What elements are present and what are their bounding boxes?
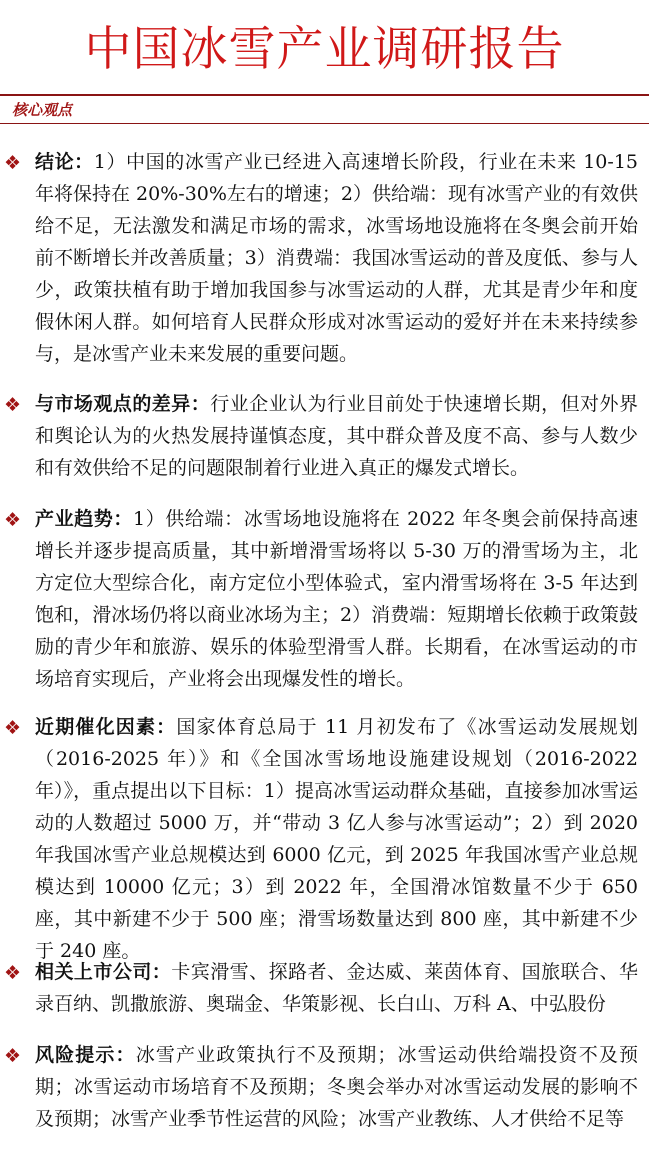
point-body: 1）供给端：冰雪场地设施将在 2022 年冬奥会前保持高速增长并逐步提高质量，其中新增滑雪场将以 5-30 万的滑雪场为主，北方定位大型综合化，南方定位小型体验式，室内滑雪场将在 3-5 年达到饱和，滑冰场仍将以商业冰场为主；2）消费端：短期增长依赖于政策鼓励的青少年和旅游、娱乐的体验型滑雪人群。长期看，在冰雪运动的市场培育实现后，产业将会出现爆发性的增长。 bbox=[35, 508, 638, 690]
point-body: 国家体育总局于 11 月初发布了《冰雪运动发展规划（2016-2025 年）》和《全国冰雪场地设施建设规划（2016-2022 年）》，重点提出以下目标：1）提高冰雪运动群众基础，直接参加冰雪运动的人数超过 5000 万，并“带动 3 亿人参与冰雪运动”；2）到 2020 年我国冰雪产业总规模达到 6000 亿元，到 2025 年我国冰雪产业总规模达到 10000 亿元；3）到 2022 年，全国滑冰馆数量不少于 650 座，其中新建不少于 500 座；滑雪场数量达到 800 座，其中新建不少于 240 座。 bbox=[35, 716, 638, 962]
point-body: 行业企业认为行业目前处于快速增长期，但对外界和舆论认为的火热发展持谨慎态度，其中群众普及度不高、参与人数少和有效供给不足的问题限制着行业进入真正的爆发式增长。 bbox=[35, 393, 638, 479]
point-text bbox=[35, 956, 638, 1020]
point-body: 冰雪产业政策执行不及预期；冰雪运动供给端投资不及预期；冰雪运动市场培育不及预期；冬奥会举办对冰雪运动发展的影响不及预期；冰雪产业季节性运营的风险；冰雪产业教练、人才供给不足等 bbox=[35, 1044, 638, 1130]
diamond-bullet-icon: ❖ bbox=[4, 1045, 22, 1067]
point-heading: 相关上市公司： bbox=[35, 961, 172, 983]
point-text bbox=[35, 146, 638, 370]
diamond-bullet-icon: ❖ bbox=[4, 962, 22, 984]
point-heading: 产业趋势： bbox=[35, 508, 134, 530]
point-heading: 结论： bbox=[35, 151, 94, 173]
section-divider bbox=[0, 123, 649, 124]
point-text bbox=[35, 711, 638, 967]
page-title: 中国冰雪产业调研报告 bbox=[84, 22, 565, 77]
point-text bbox=[35, 503, 638, 695]
diamond-bullet-icon: ❖ bbox=[4, 509, 22, 531]
title-divider bbox=[0, 94, 649, 96]
point-text bbox=[35, 388, 638, 484]
point-text bbox=[35, 1039, 638, 1135]
diamond-bullet-icon: ❖ bbox=[4, 394, 22, 416]
point-heading: 近期催化因素： bbox=[35, 716, 177, 738]
diamond-bullet-icon: ❖ bbox=[4, 717, 22, 739]
point-body: 1）中国的冰雪产业已经进入高速增长阶段，行业在未来 10-15 年将保持在 20%-30%左右的增速；2）供给端：现有冰雪产业的有效供给不足，无法激发和满足市场的需求，冰雪场地设施将在冬奥会前开始前不断增长并改善质量；3）消费端：我国冰雪运动的普及度低、参与人少，政策扶植有助于增加我国参与冰雪运动的人群，尤其是青少年和度假休闲人群。如何培育人民群众形成对冰雪运动的爱好并在未来持续参与，是冰雪产业未来发展的重要问题。 bbox=[35, 151, 639, 365]
section-label: 核心观点 bbox=[12, 101, 73, 119]
point-heading: 与市场观点的差异： bbox=[35, 393, 211, 415]
point-heading: 风险提示： bbox=[35, 1044, 136, 1066]
diamond-bullet-icon: ❖ bbox=[4, 152, 22, 174]
point-body: 卡宾滑雪、探路者、金达威、莱茵体育、国旅联合、华录百纳、凯撒旅游、奥瑞金、华策影视、长白山、万科 A、中弘股份 bbox=[35, 961, 638, 1015]
